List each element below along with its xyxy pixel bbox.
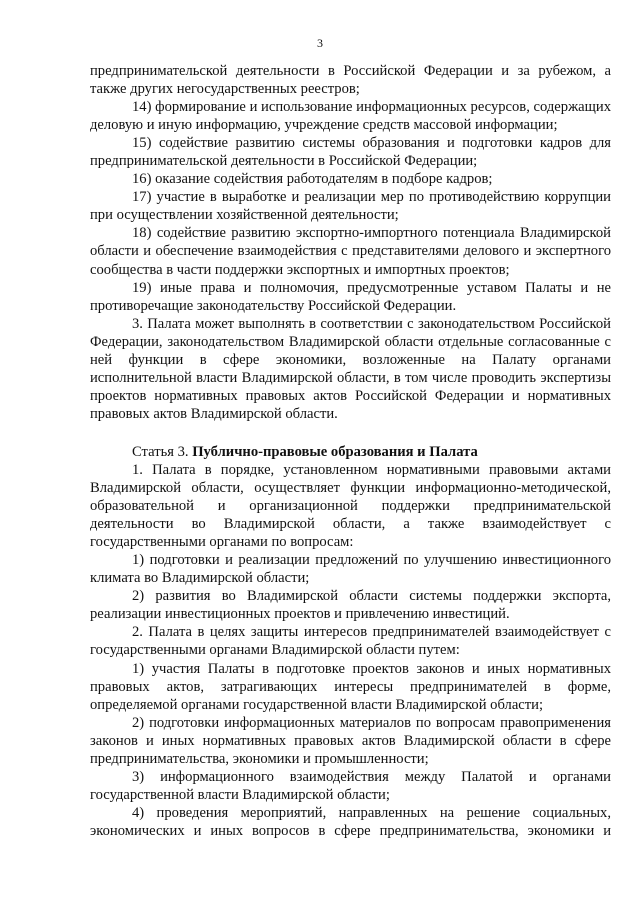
list-item-16: 16) оказание содействия работодателям в подборе кадров; [132,171,493,188]
article3-clause-1: 1. Палата в порядке, установленном нормативными правовыми актами Владимирской области, осуществляет функции информационно-методической, образовательной и организационной поддержки предпринимательской деятельности во Владимирской области, а также взаимодействует с государственными органами по вопросам: [90,461,611,551]
article3-clause-2-item-2: 2) подготовки информационных материалов по вопросам правоприменения законов и иных нормативных правовых актов Владимирской области в сфере предпринимательства, экономики и промышленности; [90,714,611,767]
article3-clause-1-item-2: 2) развития во Владимирской области системы поддержки экспорта, реализации инвестиционных проектов и привлечению инвестиций. [90,588,611,623]
page-number: 3 [317,36,323,50]
article-prefix: Статья 3. [132,443,189,460]
paragraph-continuation: предпринимательской деятельности в Российской Федерации и за рубежом, а также других негосударственных реестров; [90,63,611,98]
list-item-18: 18) содействие развитию экспортно-импортного потенциала Владимирской области и обеспечение взаимодействия с представителями делового и экспертного сообщества в части поддержки экспортных и импортных проектов; [90,225,611,278]
article3-clause-1-item-1: 1) подготовки и реализации предложений по улучшению инвестиционного климата во Владимирской области; [90,552,611,587]
list-item-14: 14) формирование и использование информационных ресурсов, содержащих деловую и иную информацию, учреждение средств массовой информации; [90,99,611,134]
article3-clause-2-item-4: 4) проведения мероприятий, направленных на решение социальных, экономических и иных вопросов в сфере предпринимательства, экономики и [90,804,611,839]
article3-clause-2: 2. Палата в целях защиты интересов предпринимателей взаимодействует с государственными органами Владимирской области путем: [90,624,611,659]
document-body [90,62,611,840]
article-title: Публично-правовые образования и Палата [192,443,478,460]
article-heading [90,443,611,461]
list-item-15: 15) содействие развитию системы образования и подготовки кадров для предпринимательской деятельности в Российской Федерации; [90,135,611,170]
list-item-17: 17) участие в выработке и реализации мер по противодействию коррупции при осуществлении хозяйственной деятельности; [90,189,611,224]
article3-clause-2-item-3: 3) информационного взаимодействия между Палатой и органами государственной власти Владимирской области; [90,768,611,803]
clause-3: 3. Палата может выполнять в соответствии с законодательством Российской Федерации, законодательством Владимирской области отдельные согласованные с ней функции в сфере экономики, возложенные на Палату органами исполнительной власти Владимирской области, в том числе проводить экспертизы проектов нормативных правовых актов Российской Федерации и нормативных правовых актов Владимирской области. [90,315,611,422]
article3-clause-2-item-1: 1) участия Палаты в подготовке проектов законов и иных нормативных правовых актов, затрагивающих интересы предпринимателей в форме, определяемой органами государственной власти Владимирской области; [90,660,611,713]
list-item-19: 19) иные права и полномочия, предусмотренные уставом Палаты и не противоречащие законодательству Российской Федерации. [90,279,611,314]
section-gap [90,423,611,443]
